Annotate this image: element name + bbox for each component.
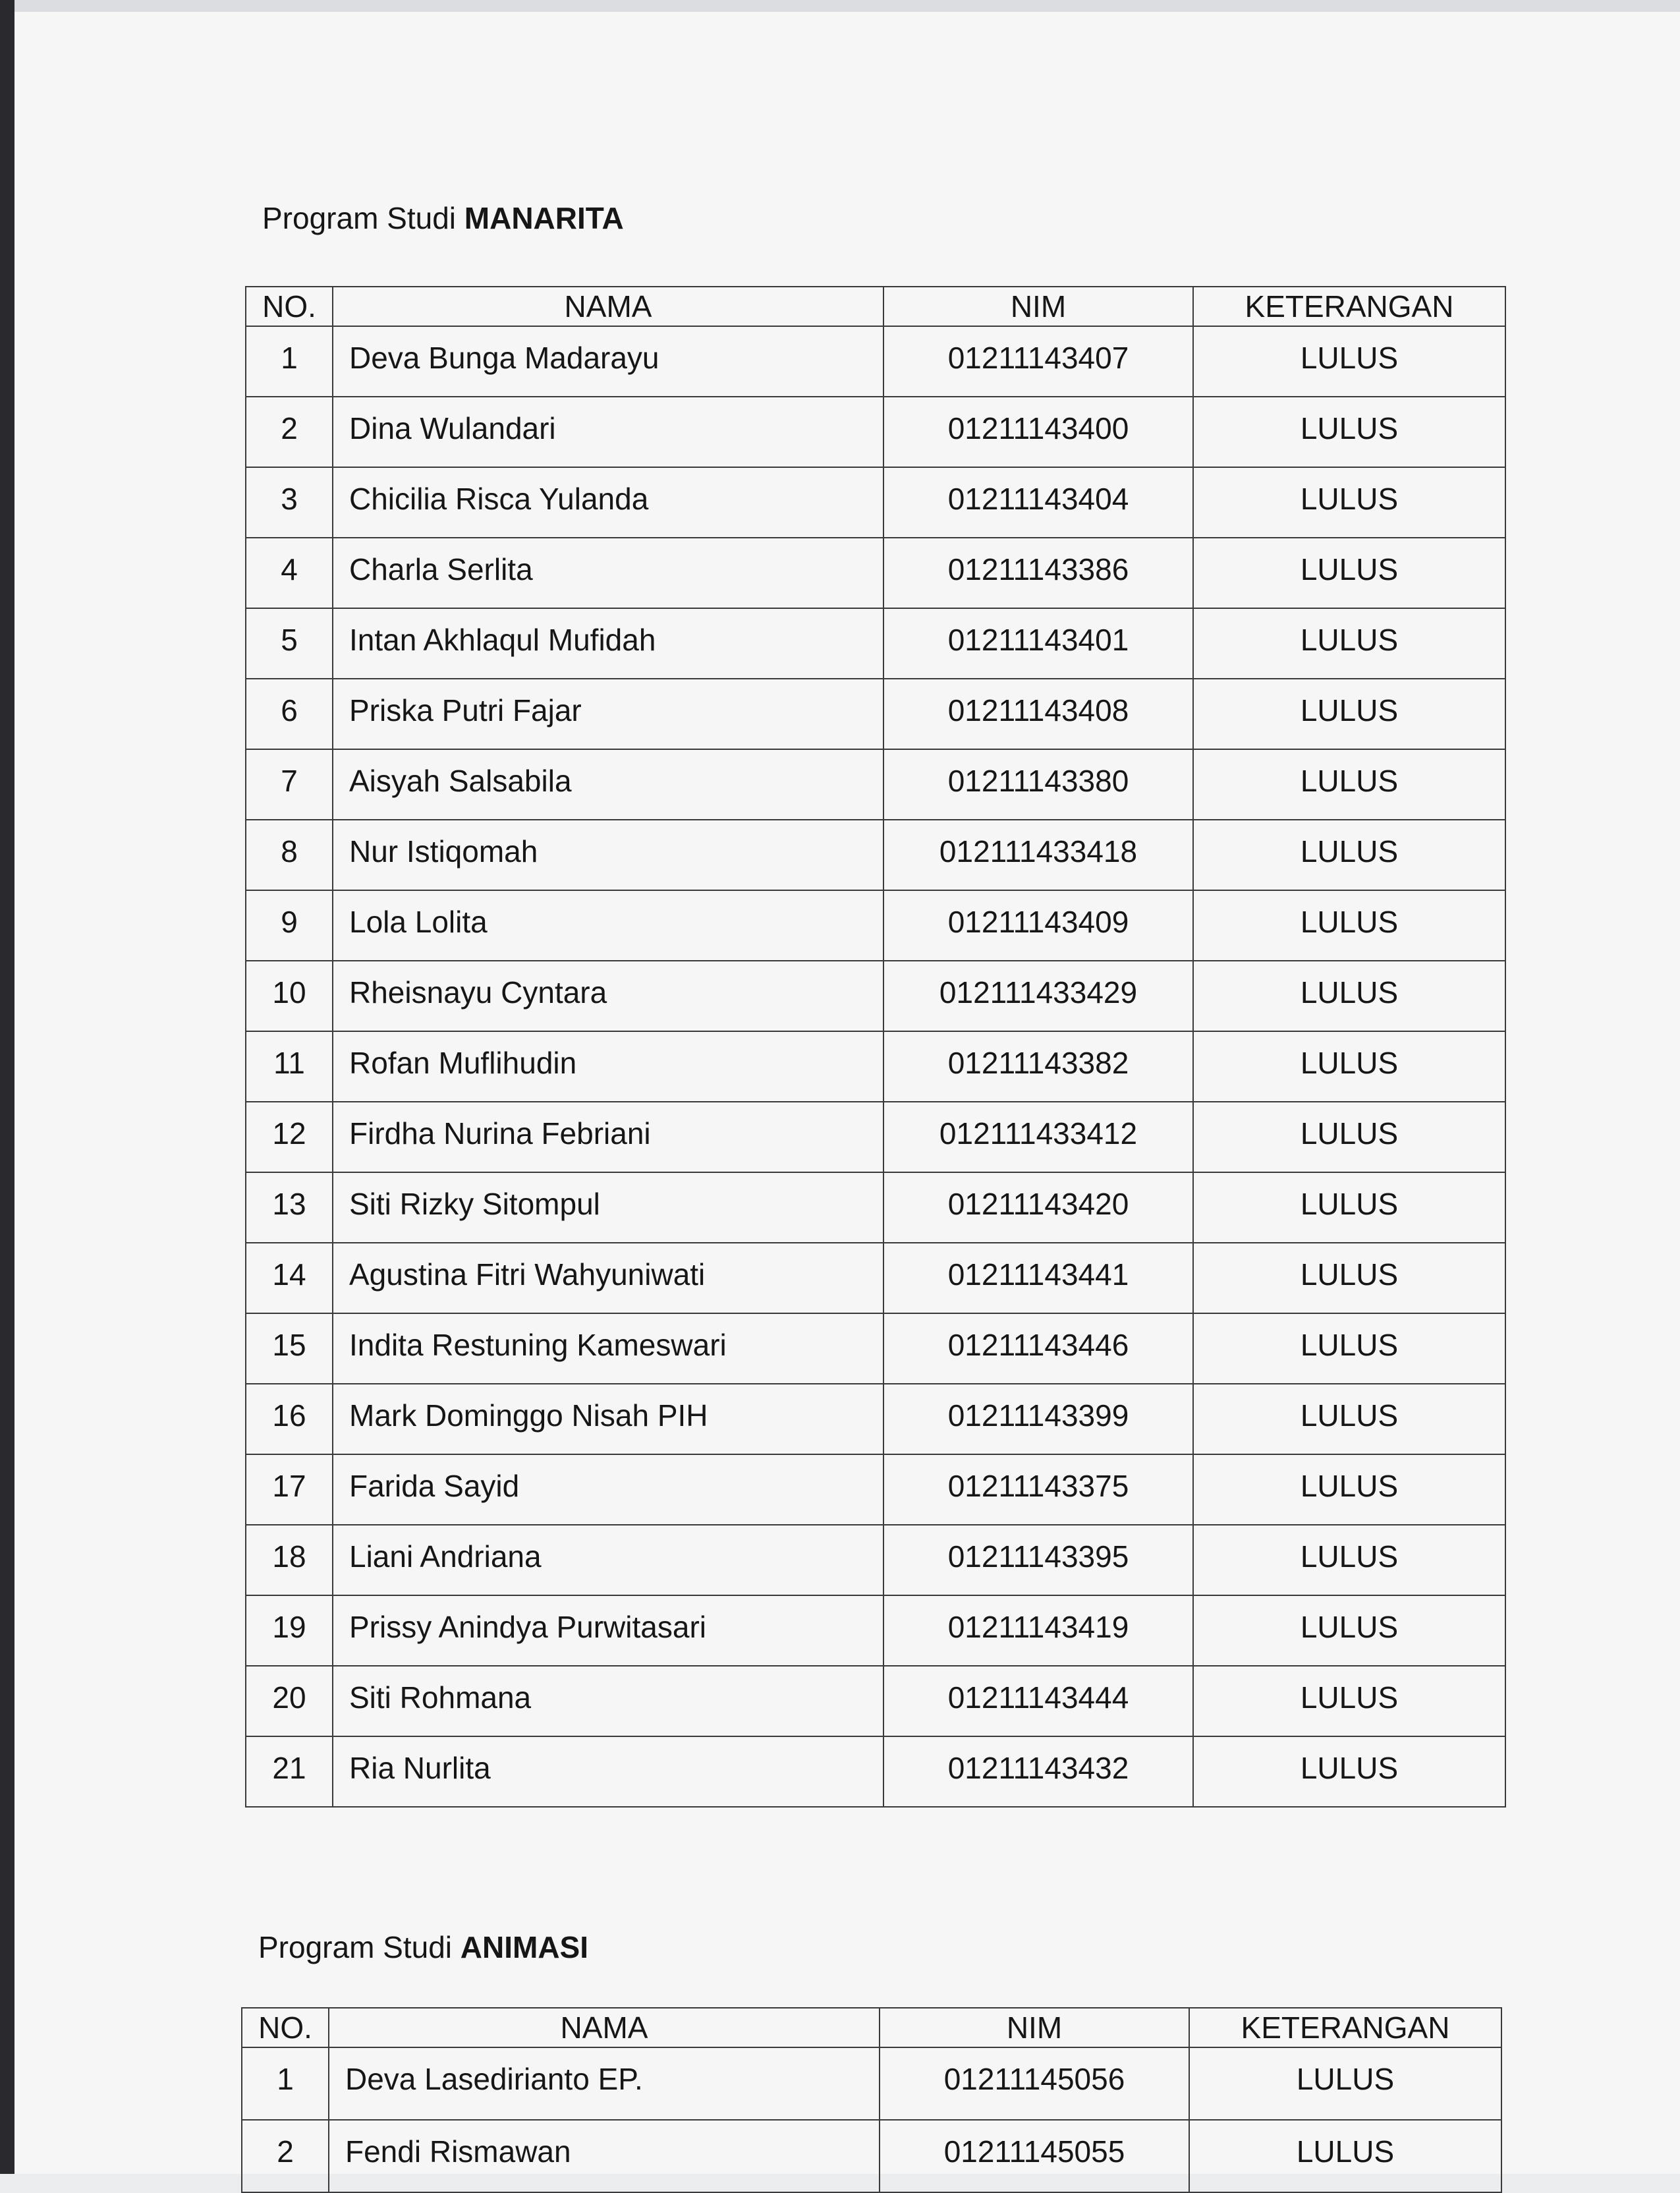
student-name-cell: Priska Putri Fajar bbox=[333, 679, 883, 749]
column-header-nim: NIM bbox=[883, 287, 1193, 326]
students-table-animasi bbox=[241, 2007, 1502, 2193]
table-row bbox=[246, 538, 1505, 608]
student-name-cell: Fendi Rismawan bbox=[329, 2120, 880, 2192]
section-heading-animasi bbox=[258, 1929, 588, 1965]
table-row bbox=[242, 2047, 1501, 2120]
student-name-cell: Deva Lasedirianto EP. bbox=[329, 2047, 880, 2120]
row-number-cell: 4 bbox=[246, 538, 333, 608]
row-number-cell: 15 bbox=[246, 1313, 333, 1384]
nim-cell: 01211143407 bbox=[883, 326, 1193, 397]
column-header-no: NO. bbox=[246, 287, 333, 326]
nim-cell: 012111433418 bbox=[883, 820, 1193, 890]
table-row bbox=[246, 1384, 1505, 1454]
row-number-cell: 1 bbox=[242, 2047, 329, 2120]
status-cell: LULUS bbox=[1193, 1313, 1505, 1384]
nim-cell: 012111433412 bbox=[883, 1102, 1193, 1172]
program-name: MANARITA bbox=[464, 201, 624, 235]
status-cell: LULUS bbox=[1193, 1666, 1505, 1736]
student-name-cell: Liani Andriana bbox=[333, 1525, 883, 1595]
table-row bbox=[246, 1102, 1505, 1172]
table-row bbox=[246, 608, 1505, 679]
table-row bbox=[246, 749, 1505, 820]
nim-cell: 01211143408 bbox=[883, 679, 1193, 749]
nim-cell: 01211143404 bbox=[883, 467, 1193, 538]
nim-cell: 01211143375 bbox=[883, 1454, 1193, 1525]
status-cell: LULUS bbox=[1189, 2047, 1501, 2120]
table-header-row bbox=[246, 287, 1505, 326]
status-cell: LULUS bbox=[1193, 1454, 1505, 1525]
nim-cell: 01211143401 bbox=[883, 608, 1193, 679]
nim-cell: 01211143420 bbox=[883, 1172, 1193, 1243]
table-header-row bbox=[242, 2008, 1501, 2047]
student-name-cell: Rofan Muflihudin bbox=[333, 1031, 883, 1102]
status-cell: LULUS bbox=[1193, 1243, 1505, 1313]
status-cell: LULUS bbox=[1193, 467, 1505, 538]
status-cell: LULUS bbox=[1193, 397, 1505, 467]
row-number-cell: 1 bbox=[246, 326, 333, 397]
student-name-cell: Rheisnayu Cyntara bbox=[333, 961, 883, 1031]
table-row bbox=[246, 1454, 1505, 1525]
student-name-cell: Indita Restuning Kameswari bbox=[333, 1313, 883, 1384]
row-number-cell: 10 bbox=[246, 961, 333, 1031]
table-row bbox=[246, 1525, 1505, 1595]
student-name-cell: Deva Bunga Madarayu bbox=[333, 326, 883, 397]
table-row bbox=[246, 1031, 1505, 1102]
scan-left-edge bbox=[0, 0, 14, 2174]
student-name-cell: Lola Lolita bbox=[333, 890, 883, 961]
table-row bbox=[246, 467, 1505, 538]
section-heading-manarita bbox=[262, 200, 624, 236]
nim-cell: 01211143386 bbox=[883, 538, 1193, 608]
status-cell: LULUS bbox=[1193, 1384, 1505, 1454]
table-row bbox=[246, 1736, 1505, 1807]
row-number-cell: 3 bbox=[246, 467, 333, 538]
table-row bbox=[246, 1172, 1505, 1243]
row-number-cell: 9 bbox=[246, 890, 333, 961]
column-header-no: NO. bbox=[242, 2008, 329, 2047]
row-number-cell: 5 bbox=[246, 608, 333, 679]
row-number-cell: 20 bbox=[246, 1666, 333, 1736]
student-name-cell: Siti Rizky Sitompul bbox=[333, 1172, 883, 1243]
row-number-cell: 12 bbox=[246, 1102, 333, 1172]
table-row bbox=[246, 1666, 1505, 1736]
column-header-status: KETERANGAN bbox=[1189, 2008, 1501, 2047]
row-number-cell: 13 bbox=[246, 1172, 333, 1243]
nim-cell: 01211145055 bbox=[880, 2120, 1189, 2192]
row-number-cell: 14 bbox=[246, 1243, 333, 1313]
status-cell: LULUS bbox=[1193, 1525, 1505, 1595]
nim-cell: 01211143441 bbox=[883, 1243, 1193, 1313]
nim-cell: 01211143395 bbox=[883, 1525, 1193, 1595]
heading-prefix: Program Studi bbox=[258, 1930, 453, 1964]
table-row bbox=[246, 820, 1505, 890]
status-cell: LULUS bbox=[1193, 1172, 1505, 1243]
student-name-cell: Nur Istiqomah bbox=[333, 820, 883, 890]
nim-cell: 01211143409 bbox=[883, 890, 1193, 961]
student-name-cell: Ria Nurlita bbox=[333, 1736, 883, 1807]
row-number-cell: 18 bbox=[246, 1525, 333, 1595]
table-row bbox=[246, 890, 1505, 961]
status-cell: LULUS bbox=[1193, 1031, 1505, 1102]
status-cell: LULUS bbox=[1189, 2120, 1501, 2192]
status-cell: LULUS bbox=[1193, 961, 1505, 1031]
student-name-cell: Mark Dominggo Nisah PIH bbox=[333, 1384, 883, 1454]
students-table-manarita bbox=[245, 286, 1506, 1808]
student-name-cell: Agustina Fitri Wahyuniwati bbox=[333, 1243, 883, 1313]
status-cell: LULUS bbox=[1193, 1102, 1505, 1172]
status-cell: LULUS bbox=[1193, 326, 1505, 397]
student-name-cell: Intan Akhlaqul Mufidah bbox=[333, 608, 883, 679]
student-name-cell: Charla Serlita bbox=[333, 538, 883, 608]
student-name-cell: Aisyah Salsabila bbox=[333, 749, 883, 820]
row-number-cell: 8 bbox=[246, 820, 333, 890]
status-cell: LULUS bbox=[1193, 1736, 1505, 1807]
status-cell: LULUS bbox=[1193, 538, 1505, 608]
table-row bbox=[246, 397, 1505, 467]
student-name-cell: Dina Wulandari bbox=[333, 397, 883, 467]
nim-cell: 01211143400 bbox=[883, 397, 1193, 467]
student-name-cell: Siti Rohmana bbox=[333, 1666, 883, 1736]
table-row bbox=[246, 961, 1505, 1031]
table-row bbox=[246, 1243, 1505, 1313]
status-cell: LULUS bbox=[1193, 820, 1505, 890]
student-name-cell: Farida Sayid bbox=[333, 1454, 883, 1525]
row-number-cell: 21 bbox=[246, 1736, 333, 1807]
row-number-cell: 11 bbox=[246, 1031, 333, 1102]
nim-cell: 01211143419 bbox=[883, 1595, 1193, 1666]
status-cell: LULUS bbox=[1193, 749, 1505, 820]
status-cell: LULUS bbox=[1193, 679, 1505, 749]
status-cell: LULUS bbox=[1193, 890, 1505, 961]
table-row bbox=[246, 326, 1505, 397]
nim-cell: 01211143399 bbox=[883, 1384, 1193, 1454]
column-header-name: NAMA bbox=[329, 2008, 880, 2047]
table-row bbox=[242, 2120, 1501, 2192]
status-cell: LULUS bbox=[1193, 1595, 1505, 1666]
column-header-status: KETERANGAN bbox=[1193, 287, 1505, 326]
table-row bbox=[246, 1595, 1505, 1666]
column-header-nim: NIM bbox=[880, 2008, 1189, 2047]
student-name-cell: Prissy Anindya Purwitasari bbox=[333, 1595, 883, 1666]
scan-top-edge bbox=[14, 0, 1680, 12]
nim-cell: 01211143444 bbox=[883, 1666, 1193, 1736]
program-name: ANIMASI bbox=[460, 1930, 589, 1964]
column-header-name: NAMA bbox=[333, 287, 883, 326]
nim-cell: 01211143446 bbox=[883, 1313, 1193, 1384]
student-name-cell: Firdha Nurina Febriani bbox=[333, 1102, 883, 1172]
nim-cell: 01211143380 bbox=[883, 749, 1193, 820]
table-row bbox=[246, 679, 1505, 749]
row-number-cell: 7 bbox=[246, 749, 333, 820]
status-cell: LULUS bbox=[1193, 608, 1505, 679]
heading-prefix: Program Studi bbox=[262, 201, 457, 235]
row-number-cell: 17 bbox=[246, 1454, 333, 1525]
nim-cell: 012111433429 bbox=[883, 961, 1193, 1031]
nim-cell: 01211145056 bbox=[880, 2047, 1189, 2120]
row-number-cell: 6 bbox=[246, 679, 333, 749]
table-row bbox=[246, 1313, 1505, 1384]
row-number-cell: 16 bbox=[246, 1384, 333, 1454]
nim-cell: 01211143432 bbox=[883, 1736, 1193, 1807]
row-number-cell: 2 bbox=[246, 397, 333, 467]
row-number-cell: 2 bbox=[242, 2120, 329, 2192]
nim-cell: 01211143382 bbox=[883, 1031, 1193, 1102]
row-number-cell: 19 bbox=[246, 1595, 333, 1666]
student-name-cell: Chicilia Risca Yulanda bbox=[333, 467, 883, 538]
